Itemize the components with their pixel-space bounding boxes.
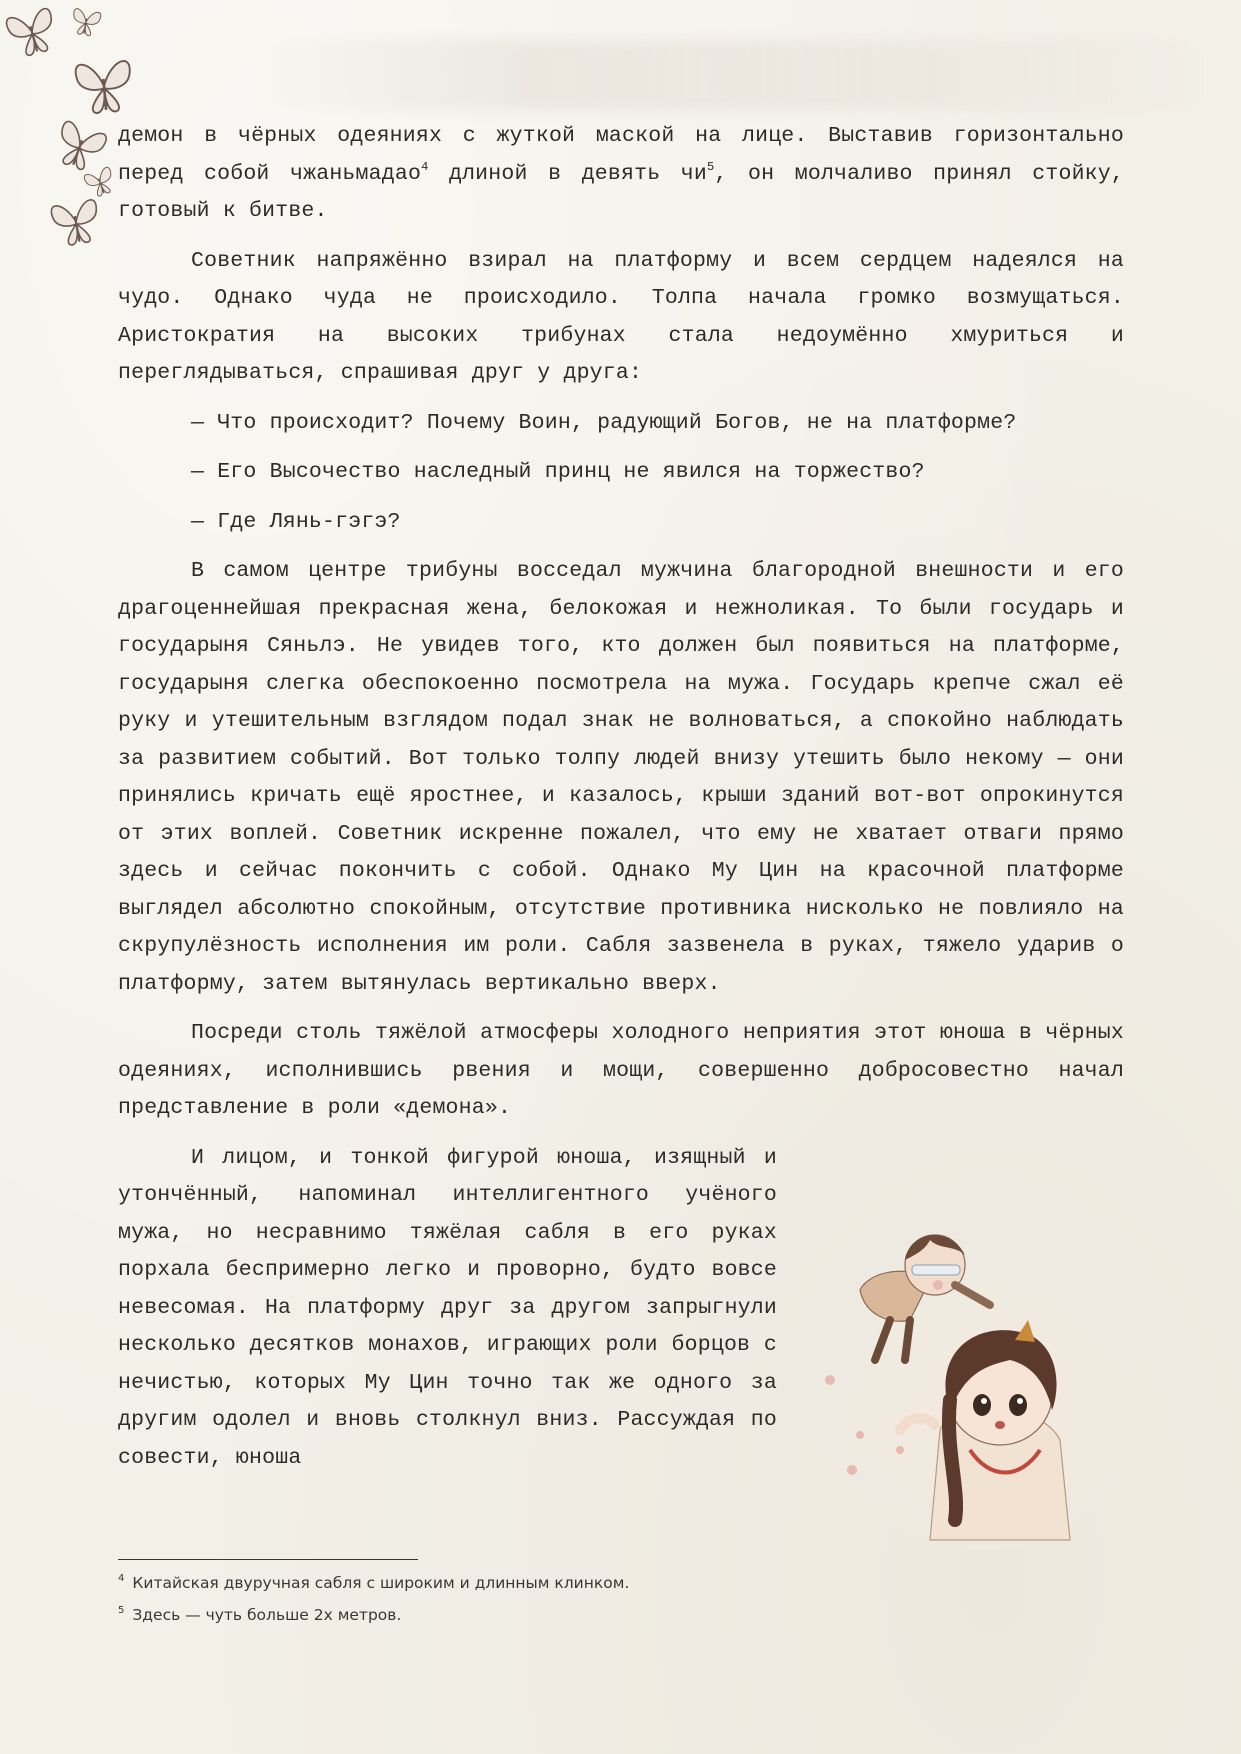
dialogue-line-1: — Что происходит? Почему Воин, радующий Богов, не на платформе?: [191, 410, 1017, 435]
p1-text-b: длиной в девять чи: [428, 161, 708, 186]
paragraph-4: Посреди столь тяжёлой атмосферы холодного неприятия этот юноша в чёрных одеяниях, исполнившись рвения и мощи, совершенно добросовестно начал представление в роли «демона».: [118, 1021, 1124, 1120]
chibi-characters-illustration: [790, 1190, 1130, 1550]
footnote-4: [118, 1572, 1018, 1594]
paragraph-2: Советник напряжённо взирал на платформу и всем сердцем надеялся на чудо. Однако чуда не происходило. Толпа начала громко возмущаться. Аристократия на высоких трибунах стала недоумённо хмуриться и переглядываться, спрашивая друг у друга:: [118, 248, 1124, 385]
footnote-ref-5[interactable]: 5: [707, 159, 715, 174]
p1-text-a: демон в чёрных одеяниях с жуткой маской на лице. Выставив горизонтально перед собой чжаньмадао: [118, 124, 1124, 186]
faded-header-texture: [240, 40, 1220, 110]
p1-text-c: , он молчаливо принял стойку, готовый к битве.: [118, 161, 1124, 223]
footnote-ref-4[interactable]: 4: [421, 159, 429, 174]
footnote-4-number: 4: [118, 1573, 125, 1584]
footnote-4-text: Китайская двуручная сабля с широким и длинным клинком.: [132, 1574, 630, 1592]
dialogue-line-2: — Его Высочество наследный принц не явился на торжество?: [191, 460, 925, 484]
footnote-divider: [118, 1559, 418, 1560]
paragraph-1: [118, 118, 1124, 231]
footnote-5-number: 5: [118, 1605, 125, 1616]
dialogue-line-3: — Где Лянь-гэгэ?: [191, 509, 401, 534]
footnote-5-text: Здесь — чуть больше 2х метров.: [132, 1606, 402, 1624]
footnote-5: [118, 1604, 1018, 1626]
paragraph-3: В самом центре трибуны восседал мужчина благородной внешности и его драгоценнейшая прекрасная жена, белокожая и нежноликая. То были государь и государыня Сяньлэ. Не увидев того, кто должен был появиться на платформе, государыня слегка обеспокоенно посмотрела на мужа. Государь крепче сжал её руку и утешительным взглядом подал знак не волноваться, а спокойно наблюдать за развитием событий. Вот только толпу людей внизу утешить было некому — они принялись кричать ещё яростнее, и казалось, крыши зданий вот-вот опрокинутся от этих воплей. Советник искренне пожалел, что ему не хватает отваги прямо здесь и сейчас покончить с собой. Однако Му Цин на красочной платформе выглядел абсолютно спокойным, отсутствие противника нисколько не повлияло на скрупулёзность исполнения им роли. Сабля зазвенела в руках, тяжело ударив о платформу, затем вытянулась вертикально вверх.: [118, 559, 1124, 996]
paragraph-5: И лицом, и тонкой фигурой юноша, изящный и утончённый, напоминал интеллигентного учёного мужа, но несравнимо тяжёлая сабля в его руках порхала беспримерно легко и проворно, будто вовсе невесомая. На платформу друг за другом запрыгнули несколько десятков монахов, играющих роли борцов с нечистью, которых Му Цин точно так же одного за другим одолел и вновь столкнул вниз. Рассуждая по совести, юноша: [118, 1145, 777, 1470]
footnotes: [118, 1572, 1018, 1636]
